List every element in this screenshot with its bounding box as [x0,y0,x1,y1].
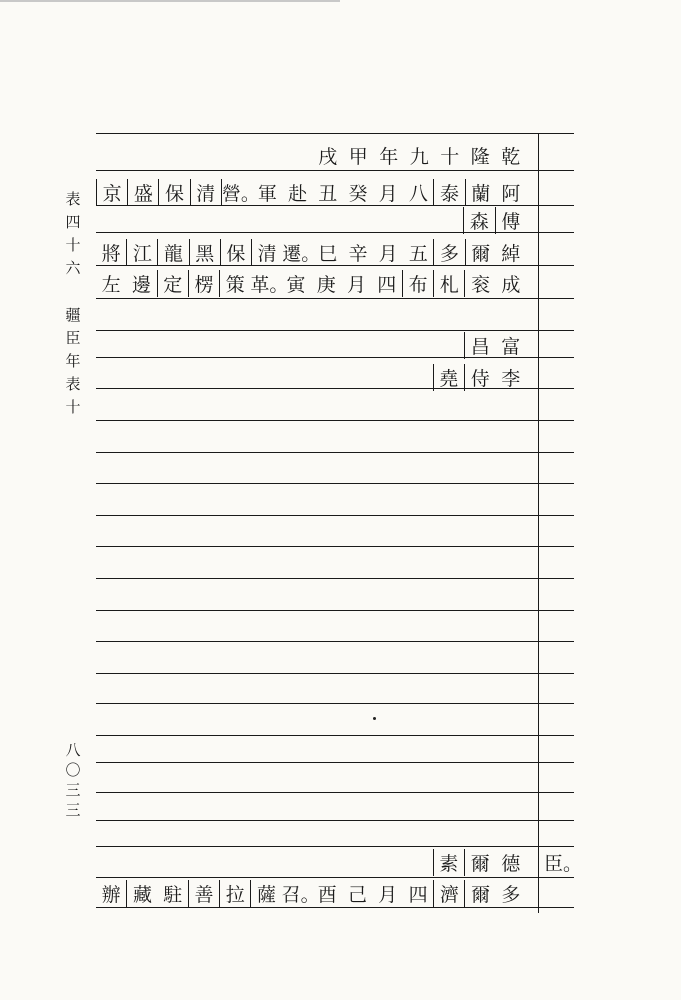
table-row [96,205,536,235]
cell-char: 黑 [189,239,220,266]
margin-char: 表 [65,190,81,208]
margin-char: 十 [65,398,81,416]
row-rule [96,703,574,704]
cell-char: 德 [501,852,521,875]
cell-char: 清 [251,239,282,266]
cell-char: 龍 [157,239,188,266]
cell-char: 五 [408,242,428,265]
cell-char: 多 [433,239,464,266]
cell-char: 堯 [433,364,465,391]
cell-char: 清 [190,179,221,206]
cell-char: 癸 [348,182,368,205]
row-rule [96,420,574,421]
cell-char: 遷。 [282,242,321,265]
cell-char: 己 [348,883,368,906]
cell-char: 將 [101,242,121,265]
cell-char: 札 [433,270,464,297]
row-rule [96,483,574,484]
cell-char: 定 [157,270,188,297]
cell-char: 左 [101,273,121,296]
cell-char: 年 [379,145,399,168]
margin-char: 表 [65,375,81,393]
table-row [96,237,536,267]
cell-char: 策 [219,270,250,297]
margin-char: 四 [65,213,81,231]
cell-char: 素 [433,849,465,876]
cell-char: 九 [409,145,429,168]
cell-char: 楞 [188,270,219,297]
row-rule [96,735,574,736]
cell-char: 保 [158,179,189,206]
row-rule [96,133,574,134]
cell-char: 軍 [257,182,277,205]
cell-char: 邊 [131,273,151,296]
row-rule [96,298,574,299]
cell-char: 十 [440,145,460,168]
table-row [96,362,536,392]
scan-top-edge [0,0,340,2]
cell-char: 戌 [318,145,338,168]
cell-char: 薩 [250,880,281,907]
cell-char: 蘭 [465,179,496,206]
cell-char: 綽 [501,242,521,265]
speck [373,717,376,720]
cell-char: 拉 [219,880,250,907]
cell-char: 京 [96,179,127,206]
cell-char: 阿 [501,182,521,205]
table-row [96,140,536,170]
cell-char: 月 [378,883,398,906]
cell-char: 保 [220,239,251,266]
cell-char: 巳 [318,242,338,265]
table-row [96,300,536,330]
cell-char: 森 [463,207,495,234]
row-rule [96,546,574,547]
row-rule [96,452,574,453]
margin-section-title [60,188,86,419]
table-divider-vertical [538,133,539,913]
margin-char: 年 [65,352,81,370]
cell-char: 成 [501,273,521,296]
margin-char: 臣 [65,329,81,347]
page-number [60,740,86,820]
cell-char: 甲 [348,145,368,168]
cell-char: 月 [378,242,398,265]
cell-char: 隆 [470,145,490,168]
cell-char: 丑 [318,182,338,205]
row-rule [96,792,574,793]
table-row [96,177,536,207]
side-column-text: 臣。 [544,852,583,875]
cell-char: 酉 [317,883,337,906]
cell-char: 富 [501,335,521,358]
page-number-char: 三 [65,781,81,799]
cell-char: 辦 [101,883,121,906]
cell-char: 藏 [126,880,157,907]
cell-char: 衮 [464,270,495,297]
cell-char: 爾 [464,849,496,876]
cell-char: 爾 [464,880,495,907]
cell-char: 江 [126,239,157,266]
table-row [96,330,536,360]
cell-char: 辛 [348,242,368,265]
cell-char: 駐 [163,883,183,906]
cell-char: 多 [501,883,521,906]
row-rule [96,515,574,516]
cell-char: 盛 [127,179,158,206]
row-rule [96,170,574,171]
cell-char: 營。 [221,179,253,206]
cell-char: 侍 [464,364,496,391]
cell-char: 月 [347,273,367,296]
cell-char: 布 [402,270,433,297]
cell-char: 八 [408,182,428,205]
cell-char: 爾 [465,239,496,266]
row-rule [96,762,574,763]
cell-char: 四 [377,273,397,296]
table-row [96,878,536,908]
cell-char: 乾 [501,145,521,168]
cell-char: 四 [408,883,428,906]
table-row [96,268,536,298]
cell-char: 昌 [464,332,496,359]
margin-char: 六 [65,259,81,277]
row-rule [96,673,574,674]
row-rule [96,610,574,611]
row-rule [96,578,574,579]
page-number-char: 〇 [65,761,81,779]
cell-char: 傅 [495,207,527,234]
cell-char: 李 [501,367,521,390]
cell-char: 善 [188,880,219,907]
cell-char: 寅 [286,273,306,296]
margin-char: 疆 [65,306,81,324]
page-number-char: 三 [65,801,81,819]
cell-char: 赴 [288,182,308,205]
page-number-char: 八 [65,741,81,759]
margin-char: 十 [65,236,81,254]
row-rule [96,820,574,821]
cell-char: 月 [378,182,398,205]
cell-char: 庚 [316,273,336,296]
cell-char: 革。 [250,273,289,296]
table-row [96,847,536,877]
cell-char: 泰 [433,179,464,206]
row-rule [96,641,574,642]
cell-char: 召。 [281,883,320,906]
cell-char: 濟 [433,880,464,907]
